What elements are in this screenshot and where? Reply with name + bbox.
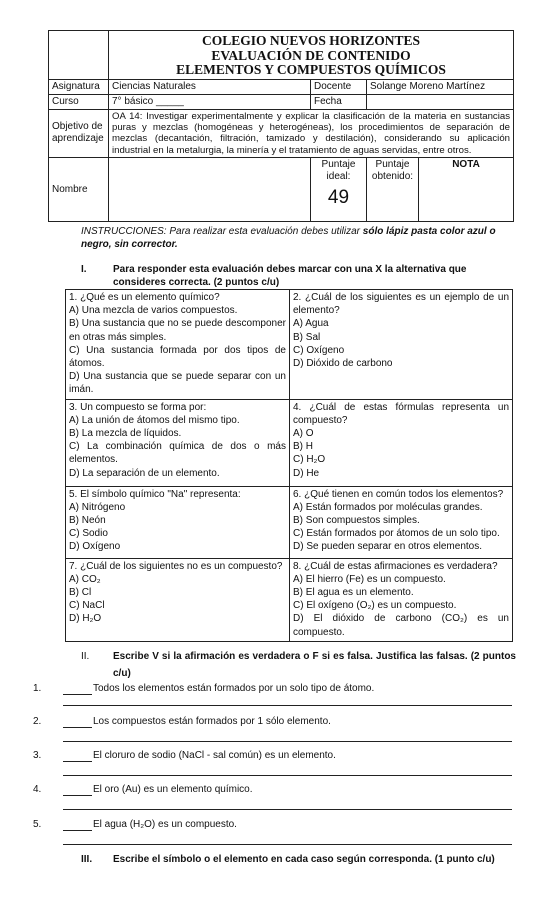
- question-7-option-c[interactable]: C) NaCl: [69, 600, 105, 612]
- question-1-option-a[interactable]: A) Una mezcla de varios compuestos.: [69, 305, 238, 317]
- puntaje-ideal-label: Puntaje ideal:: [321, 159, 356, 183]
- question-6-option-b[interactable]: B) Son compuestos simples.: [293, 515, 420, 527]
- question-8-option-d[interactable]: D) El dióxido de carbono (CO₂) es un compuesto.: [293, 613, 509, 638]
- section-1-number: I.: [81, 264, 87, 275]
- question-1: [66, 290, 290, 400]
- title-line-2: EVALUACIÓN DE CONTENIDO: [211, 47, 411, 63]
- question-7-text: 7. ¿Cuál de los siguientes no es un compuesto?: [69, 560, 283, 572]
- tf-item-2-answer-blank[interactable]: [63, 727, 92, 728]
- section-3-heading: [81, 853, 516, 867]
- nombre-label: Nombre: [49, 158, 109, 222]
- curso-label: Curso: [49, 94, 109, 109]
- question-5-option-c[interactable]: C) Sodio: [69, 528, 108, 540]
- tf-item-5-answer-blank[interactable]: [63, 830, 92, 831]
- question-1-option-c[interactable]: C) Una sustancia formada por dos tipos de átomos.: [69, 344, 286, 370]
- question-1-option-d[interactable]: D) Una sustancia que se puede separar con un imán.: [69, 371, 286, 396]
- asignatura-label: Asignatura: [49, 79, 109, 94]
- tf-item-4-statement: El oro (Au) es un elemento químico.: [93, 784, 253, 795]
- document-title: [109, 31, 514, 80]
- question-2-text: 2. ¿Cuál de los siguientes es un ejemplo de un elemento?: [293, 292, 509, 317]
- question-3-option-c[interactable]: C) La combinación química de dos o más elementos.: [69, 441, 286, 466]
- question-1-option-b[interactable]: B) Una sustancia que no se puede descomponer en otras más simples.: [69, 318, 286, 343]
- title-line-3: ELEMENTOS Y COMPUESTOS QUÍMICOS: [176, 62, 446, 77]
- question-4-option-c[interactable]: C) H₂O: [293, 454, 326, 466]
- puntaje-obtenido-cell[interactable]: [367, 158, 419, 222]
- tf-item-1-answer-blank[interactable]: [63, 694, 92, 695]
- question-7-option-a[interactable]: A) CO₂: [69, 573, 101, 585]
- question-2-option-d[interactable]: D) Dióxido de carbono: [293, 358, 393, 370]
- question-8-text: 8. ¿Cuál de estas afirmaciones es verdadera?: [293, 560, 498, 572]
- curso-value[interactable]: 7° básico _____: [109, 94, 311, 109]
- question-5-option-b[interactable]: B) Neón: [69, 515, 106, 527]
- fecha-label: Fecha: [311, 94, 367, 109]
- question-4-text: 4. ¿Cuál de estas fórmulas representa un compuesto?: [293, 401, 509, 426]
- question-8: [290, 558, 513, 641]
- question-2-option-a[interactable]: A) Agua: [293, 318, 329, 330]
- tf-item-1-justification-line[interactable]: [63, 705, 512, 706]
- question-7-option-d[interactable]: D) H₂O: [69, 613, 102, 625]
- puntaje-ideal-value: 49: [327, 187, 350, 209]
- tf-item-5-justification-line[interactable]: [63, 844, 512, 845]
- nota-label: NOTA: [452, 159, 480, 171]
- header-table: [48, 30, 514, 222]
- question-4-option-b[interactable]: B) H: [293, 441, 313, 453]
- tf-item-1-statement: Todos los elementos están formados por un solo tipo de átomo.: [93, 683, 375, 694]
- tf-item-5-number: 5.: [33, 819, 42, 830]
- section-2-text: Escribe V si la afirmación es verdadera o F si es falsa. Justifica las falsas. (2 puntos c/u): [113, 651, 516, 679]
- section-3-text: Escribe el símbolo o el elemento en cada caso según corresponda. (1 punto c/u): [113, 854, 495, 865]
- question-4-option-a[interactable]: A) O: [293, 428, 314, 440]
- section-1-heading: [81, 263, 516, 289]
- question-3-text: 3. Un compuesto se forma por:: [69, 401, 207, 413]
- question-6-option-d[interactable]: D) Se pueden separar en otros elementos.: [293, 541, 482, 553]
- question-6: [290, 486, 513, 558]
- tf-item-5-statement: El agua (H₂O) es un compuesto.: [93, 819, 237, 830]
- nota-cell[interactable]: [419, 158, 514, 222]
- multiple-choice-grid: [65, 289, 513, 642]
- question-2: [290, 290, 513, 400]
- question-7: [66, 558, 290, 641]
- tf-item-3-statement: El cloruro de sodio (NaCl - sal común) es un elemento.: [93, 750, 336, 761]
- question-3-option-b[interactable]: B) La mezcla de líquidos.: [69, 428, 182, 440]
- tf-item-3-answer-blank[interactable]: [63, 761, 92, 762]
- question-5: [66, 486, 290, 558]
- tf-item-1-number: 1.: [33, 683, 42, 694]
- question-3-option-a[interactable]: A) La unión de átomos del mismo tipo.: [69, 414, 240, 426]
- question-4-option-d[interactable]: D) He: [293, 467, 320, 479]
- tf-item-2-justification-line[interactable]: [63, 741, 512, 742]
- question-5-text: 5. El símbolo químico "Na" representa:: [69, 488, 241, 500]
- title-line-1: COLEGIO NUEVOS HORIZONTES: [201, 33, 421, 48]
- section-1-text: Para responder esta evaluación debes marcar con una X la alternativa que consideres correcta. (2 puntos c/u): [113, 264, 467, 288]
- docente-label: Docente: [311, 79, 367, 94]
- docente-value: Solange Moreno Martínez: [367, 79, 514, 94]
- objetivo-label: Objetivo de aprendizaje: [49, 109, 109, 158]
- tf-item-4-justification-line[interactable]: [63, 809, 512, 810]
- question-8-option-a[interactable]: A) El hierro (Fe) es un compuesto.: [293, 573, 446, 585]
- question-4: [290, 399, 513, 486]
- question-7-option-b[interactable]: B) Cl: [69, 587, 92, 599]
- question-8-option-b[interactable]: B) El agua es un elemento.: [293, 587, 414, 599]
- tf-item-3-justification-line[interactable]: [63, 775, 512, 776]
- instructions-prefix: INSTRUCCIONES: Para realizar esta evaluación debes utilizar: [81, 226, 363, 237]
- question-2-option-b[interactable]: B) Sal: [293, 331, 321, 343]
- instructions-bold: sólo lápiz pasta color azul o negro, sin corrector.: [81, 226, 496, 250]
- puntaje-ideal-cell: [311, 158, 367, 222]
- tf-item-4-answer-blank[interactable]: [63, 795, 92, 796]
- question-3-option-d[interactable]: D) La separación de un elemento.: [69, 467, 220, 479]
- tf-item-4-number: 4.: [33, 784, 42, 795]
- puntaje-obtenido-label: Puntaje obtenido:: [371, 159, 414, 183]
- question-2-option-c[interactable]: C) Oxígeno: [293, 344, 345, 356]
- tf-item-2-number: 2.: [33, 716, 42, 727]
- nombre-field[interactable]: [109, 158, 311, 222]
- question-3: [66, 399, 290, 486]
- question-8-option-c[interactable]: C) El oxígeno (O₂) es un compuesto.: [293, 600, 457, 612]
- question-1-text: 1. ¿Qué es un elemento químico?: [69, 292, 220, 303]
- question-6-option-a[interactable]: A) Están formados por moléculas grandes.: [293, 501, 483, 513]
- tf-item-3-number: 3.: [33, 750, 42, 761]
- question-6-option-c[interactable]: C) Están formados por átomos de un solo tipo.: [293, 528, 500, 540]
- question-5-option-d[interactable]: D) Oxígeno: [69, 541, 121, 553]
- section-2-number: II.: [81, 651, 90, 662]
- asignatura-value: Ciencias Naturales: [109, 79, 311, 94]
- question-5-option-a[interactable]: A) Nitrógeno: [69, 501, 126, 513]
- objetivo-text: OA 14: Investigar experimentalmente y explicar la clasificación de la materia en sustancias puras y mezclas (homogéneas y heterogéneas), los procedimientos de separación de mezclas (decantación, filtración, tamizado y destilación), considerando su aplicación industrial en la metalurgia, la minería y el tratamiento de aguas servidas, entre otros.: [109, 109, 514, 158]
- instructions: [81, 225, 516, 251]
- fecha-field[interactable]: [367, 94, 514, 109]
- tf-item-2-statement: Los compuestos están formados por 1 sólo elemento.: [93, 716, 331, 727]
- section-2-heading: [81, 648, 516, 682]
- logo-cell: [49, 31, 109, 80]
- section-3-number: III.: [81, 854, 93, 865]
- question-6-text: 6. ¿Qué tienen en común todos los elementos?: [293, 488, 504, 500]
